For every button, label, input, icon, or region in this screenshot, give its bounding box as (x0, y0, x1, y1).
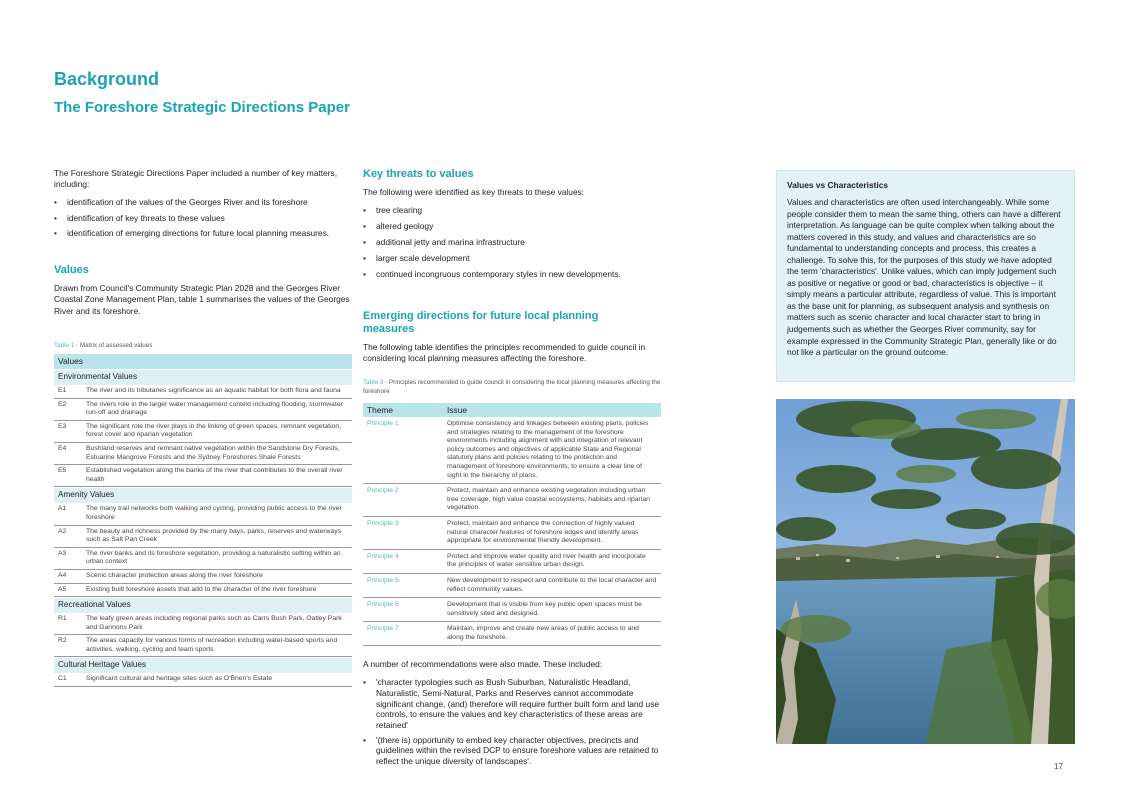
recommendations-text: A number of recommendations were also made. These included: (363, 659, 603, 669)
principles-table (363, 403, 661, 646)
page-title: Background (54, 69, 160, 89)
table-row (363, 574, 661, 598)
intro-bullets (54, 197, 352, 240)
table-row (54, 584, 352, 598)
table3-caption-text: Principles recommended to guide council in considering the local planning measures affecting the foreshore (363, 379, 661, 395)
table-row (54, 673, 352, 687)
table-row (363, 622, 661, 646)
row-text: Scenic character protection areas along the river foreshore (86, 571, 263, 579)
row-theme: Principle 2 (367, 487, 399, 495)
table-group-heading: Environmental Values (54, 370, 352, 385)
values-table (54, 354, 352, 687)
list-item: • identification of key threats to these values (54, 213, 352, 224)
intro-section (54, 168, 352, 244)
values-text: Drawn from Council's Community Strategic Plan 2028 and the Georges River Coastal Zone Management Plan, table 1 summarises the values of the Georges River and its foreshore. (54, 283, 350, 316)
table-header: Values (54, 354, 352, 369)
row-issue: Protect, maintain and enhance existing vegetation including urban tree coverage, high value coastal ecosystems, habitats and riparian vegetation. (447, 487, 650, 512)
emerging-heading: Emerging directions for future local planning measures (363, 310, 599, 335)
list-item: • altered geology (363, 221, 661, 232)
table-group-heading: Amenity Values (54, 488, 352, 503)
table-row (363, 550, 661, 574)
values-heading: Values (54, 264, 89, 276)
list-item: • '(there is) opportunity to embed key character objectives, precincts and guidelines within the revised DCP to ensure foreshore values are retained to reflect the unique diversity of landscapes'. (363, 735, 669, 767)
row-text: The river banks and its foreshore vegetation, providing a naturalistic setting within an urban context (86, 549, 341, 566)
row-code: E2 (58, 400, 67, 408)
table3-caption (363, 378, 661, 396)
table-row (363, 598, 661, 622)
table-group-heading: Cultural Heritage Values (54, 658, 352, 673)
recommendations-section (363, 659, 669, 771)
row-text: The many trail networks both walking and cycling, providing public access to the river foreshore (86, 505, 342, 521)
row-text: The significant role the river plays in the linking of green spaces, remnant vegetation, forest cover and riparian vegetation (86, 422, 342, 439)
table-row (54, 443, 352, 465)
table-group-heading: Recreational Values (54, 598, 352, 613)
col-issue-header: Issue (447, 405, 468, 415)
col-theme-header: Theme (367, 405, 394, 415)
row-code: A5 (58, 585, 67, 593)
row-theme: Principle 7 (367, 625, 399, 633)
row-text: Bushland reserves and remnant native vegetation within the Sandstone Dry Forests, Estuarine Mangrove Forests and the Sydney Foreshores Shale Forests (86, 444, 340, 461)
row-theme: Principle 3 (367, 519, 399, 527)
row-code: E3 (58, 422, 67, 430)
table-row (54, 421, 352, 443)
row-issue: Maintain, improve and create new areas of public access to and along the foreshore. (447, 625, 639, 641)
row-issue: Optimise consistency and linkages between existing plans, policies and strategies relating to the management of the foreshore environments including alignment with and integration of relevant policy outcomes and objectives of applicable State and Regional statutory plans and policies relating to the protection and management of foreshore environments, to ensure a clear line of sight in the hierarchy of plans. (447, 420, 649, 479)
table-row (54, 465, 352, 487)
list-item: • larger scale development (363, 253, 661, 264)
list-item: • 'character typologies such as Bush Suburban, Naturalistic Headland, Naturalistic, Semi-Natural, Parks and Reserves cannot accommodate significant change, (and) therefore will require further built form and land use controls, to ensure the values and key characteristics of these areas are retained' (363, 677, 669, 730)
panel-text: Values and characteristics are often used interchangeably. While some people consider them to mean the same thing, others can have a different interpretation. As language can be quite complex when talking about the matters covered in this study, and values and characteristics are so fundamental to understanding concepts and process, this creates a challenge. To solve this, for the purposes of this study we have adopted the term 'characteristics'. Unlike values, which can imply judgement such as positive or negative or good or bad, characteristics is objective – it simply means a particular attribute, regardless of value. This is important as the base unit for planning, as subsequent analysis and synthesis on matters such as scenic character and local character start to bring in judgements such as whether the Georges River community, say for example expressed in the Community Strategic Plan, generally like or do not like a particular on the ground outcome. (787, 197, 1061, 358)
threats-text: The following were identified as key threats to these values: (363, 187, 585, 197)
table-row (54, 503, 352, 525)
river-photo (776, 399, 1075, 744)
row-issue: New development to respect and contribute to the local character and reflect community values. (447, 576, 657, 593)
table-row (54, 399, 352, 421)
table-row (54, 635, 352, 657)
row-code: R1 (58, 615, 67, 623)
page-subtitle: The Foreshore Strategic Directions Paper (54, 99, 350, 116)
row-code: A3 (58, 549, 67, 557)
table-row (54, 570, 352, 584)
row-code: C1 (58, 675, 67, 683)
river-landscape-image (776, 399, 1075, 744)
row-code: A1 (58, 505, 67, 513)
list-item: • identification of the values of the Georges River and its foreshore (54, 197, 352, 208)
table-row (363, 484, 661, 517)
intro-text: The Foreshore Strategic Directions Paper included a number of key matters, including: (54, 168, 338, 190)
row-text: Existing built foreshore assets that add to the character of the river foreshore (86, 585, 317, 593)
row-text: Significant cultural and heritage sites such as O'Brien's Estate (86, 675, 273, 683)
table1-caption-label: Table 1 - (54, 342, 79, 349)
list-item: • continued incongruous contemporary styles in new developments. (363, 269, 661, 280)
list-item: • additional jetty and marina infrastructure (363, 237, 661, 248)
table1-caption (54, 341, 352, 350)
row-text: Established vegetation along the banks of the river that contributes to the overall river health (86, 467, 343, 483)
row-code: R2 (58, 637, 67, 645)
page-number: 17 (1054, 762, 1063, 771)
row-code: E1 (58, 387, 67, 394)
threats-bullets (363, 205, 661, 280)
row-issue: Development that is visible from key public open spaces must be sensitively sited and designed. (447, 601, 642, 617)
row-text: The leafy green areas including regional parks such as Carrs Bush Park, Oatley Park and Gannons Park (86, 615, 342, 631)
row-issue: Protect and improve water quality and river health and incorporate the principles of water sensitive urban design. (447, 552, 646, 569)
row-code: A2 (58, 527, 67, 535)
row-theme: Principle 1 (367, 420, 399, 427)
row-issue: Protect, maintain and enhance the connection of highly valued natural character features of foreshore edges and identify areas appropriate for environmental friendly development. (447, 519, 639, 545)
list-item: • tree clearing (363, 205, 661, 216)
row-text: The rivers role in the larger water management context including flooding, stormwater run-off and drainage (86, 400, 343, 417)
panel-heading: Values vs Characteristics (787, 180, 889, 190)
table-row (363, 417, 661, 484)
values-vs-characteristics-panel (776, 170, 1075, 382)
threats-heading: Key threats to values (363, 168, 474, 180)
row-theme: Principle 4 (367, 552, 399, 560)
table-row (363, 517, 661, 550)
row-code: E5 (58, 467, 67, 475)
table-row (54, 613, 352, 635)
threats-section (363, 187, 661, 284)
table1-caption-text: Matrix of assessed values (79, 342, 153, 349)
recommendations-bullets (363, 677, 669, 766)
table3-caption-label: Table 3 - (363, 379, 388, 386)
table-row (54, 385, 352, 399)
table-header (363, 403, 661, 417)
row-theme: Principle 5 (367, 576, 399, 584)
list-item: • identification of emerging directions for future local planning measures. (54, 228, 352, 239)
row-text: The beauty and richness provided by the many bays, parks, reserves and waterways such as Salt Pan Creek (86, 527, 342, 544)
row-code: A4 (58, 571, 67, 579)
row-theme: Principle 6 (367, 601, 399, 609)
table-row (54, 548, 352, 570)
row-text: The river and its tributaries significance as an aquatic habitat for both flora and fauna (86, 387, 341, 394)
row-text: The areas capacity for various forms of recreation including water-based sports and activities, walking, cycling and team sports (86, 637, 338, 653)
emerging-text: The following table identifies the principles recommended to guide council in considering local planning measures affecting the foreshore. (363, 342, 646, 364)
table-row (54, 526, 352, 548)
row-code: E4 (58, 444, 67, 452)
